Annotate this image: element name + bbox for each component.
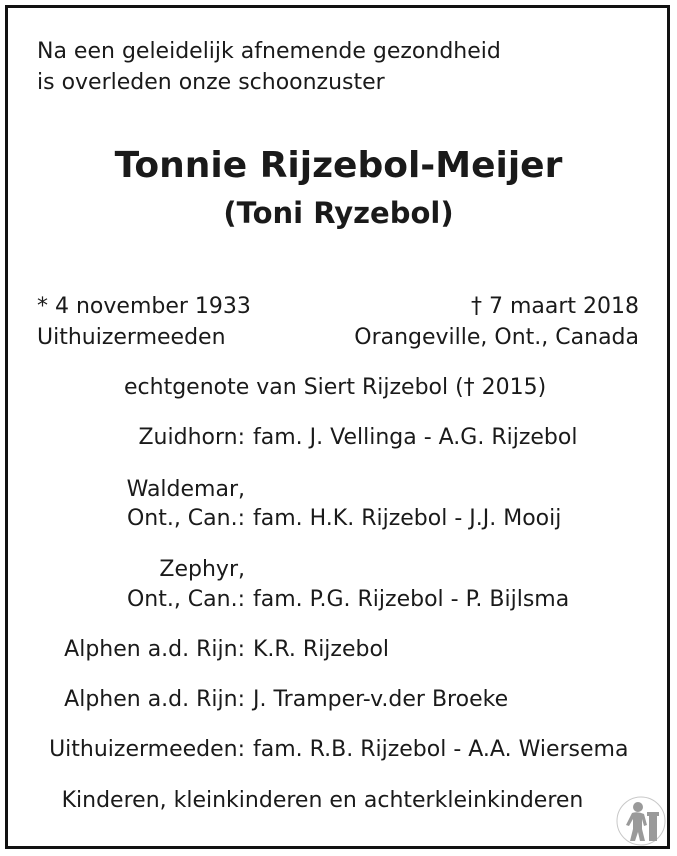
intro-line-1: Na een geleidelijk afnemende gezondheid: [37, 39, 501, 64]
relative-place: Alphen a.d. Rijn:: [64, 637, 245, 662]
relative-names: fam. J. Vellinga - A.G. Rijzebol: [253, 425, 578, 450]
death-place: Orangeville, Ont., Canada: [354, 325, 639, 350]
relative-names: J. Tramper-v.der Broeke: [253, 687, 509, 712]
relative-place: Ont., Can.:: [126, 506, 245, 531]
relative-names: fam. H.K. Rijzebol - J.J. Mooij: [253, 506, 562, 531]
relative-place: Ont., Can.:: [126, 587, 245, 612]
birth-place: Uithuizermeeden: [37, 325, 226, 350]
relative-place-line1: Waldemar,: [126, 477, 245, 502]
relative-names: fam. R.B. Rijzebol - A.A. Wiersema: [253, 737, 629, 762]
birth-date: * 4 november 1933: [37, 294, 251, 319]
relative-place: Zuidhorn:: [138, 425, 245, 450]
closing-line: Kinderen, kleinkinderen en achterkleinkinderen: [61, 788, 584, 813]
relative-place: Uithuizermeeden:: [49, 737, 245, 762]
intro-line-2: is overleden onze schoonzuster: [37, 70, 385, 95]
relative-place: Alphen a.d. Rijn:: [64, 687, 245, 712]
relative-names: fam. P.G. Rijzebol - P. Bijlsma: [253, 587, 570, 612]
spouse-line: echtgenote van Siert Rijzebol († 2015): [124, 375, 547, 400]
relative-names: K.R. Rijzebol: [253, 637, 390, 662]
relative-place-line1: Zephyr,: [159, 557, 245, 582]
mourning-figure-logo-icon: [614, 795, 668, 847]
death-date: † 7 maart 2018: [470, 294, 639, 319]
deceased-alias: (Toni Ryzebol): [223, 196, 454, 230]
deceased-name: Tonnie Rijzebol-Meijer: [114, 145, 563, 186]
